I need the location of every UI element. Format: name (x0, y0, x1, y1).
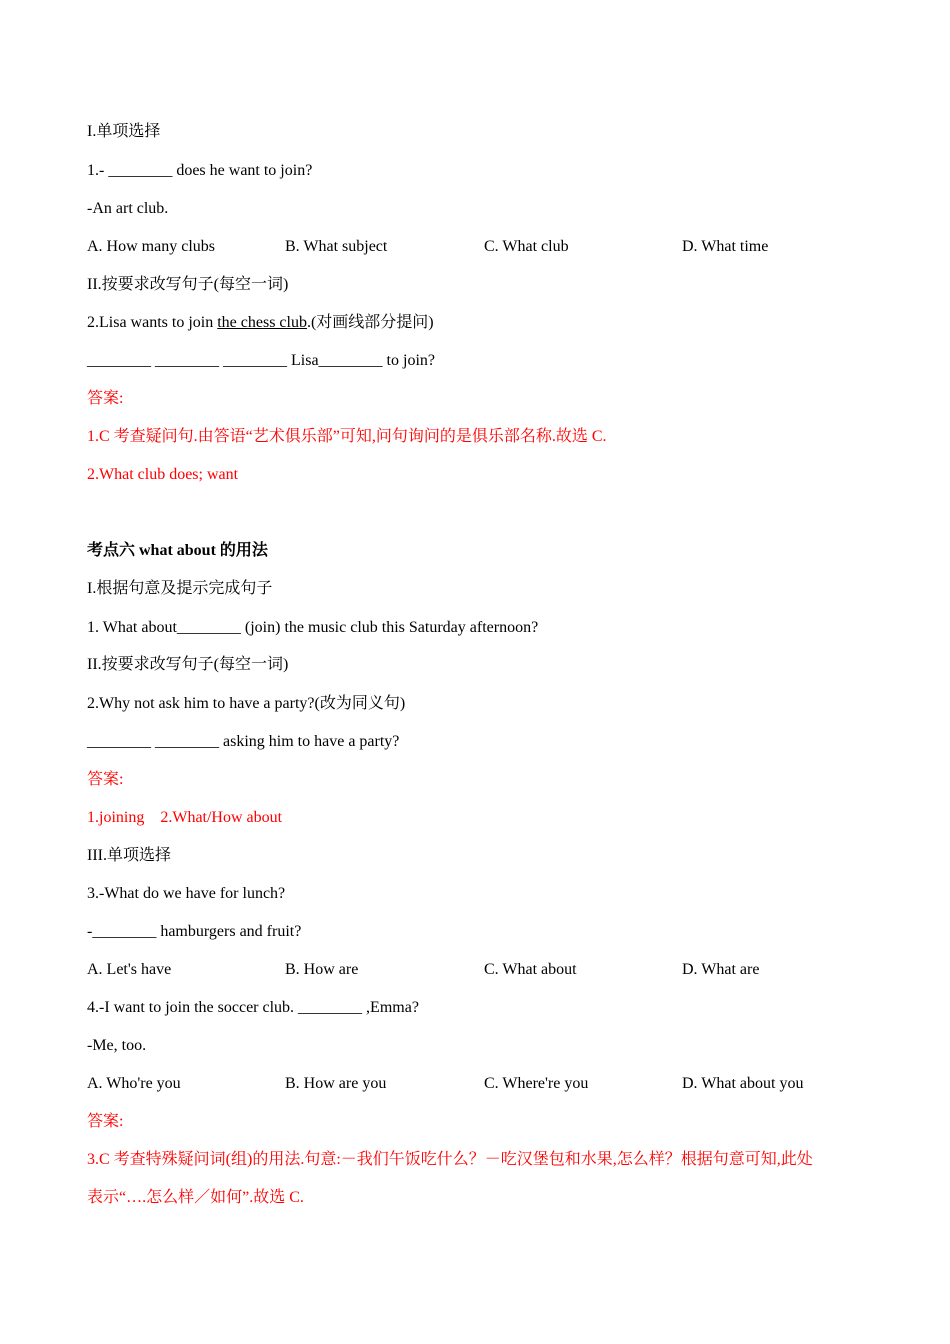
q1-option-a: A. How many clubs (87, 238, 215, 255)
q3-option-c: C. What about (484, 961, 577, 978)
q1-option-d: D. What time (682, 238, 769, 255)
q1-option-b: B. What subject (285, 238, 388, 255)
q4-option-a: A. Who're you (87, 1075, 181, 1092)
answer-2: 2.What club does; want (87, 466, 239, 483)
q4-option-d: D. What about you (682, 1075, 804, 1092)
s2-question-1: 1. What about________ (join) the music club this Saturday afternoon? (87, 619, 539, 636)
s2-heading-rewrite: II.按要求改写句子(每空一词) (87, 656, 289, 673)
q3-answer-line: -________ hamburgers and fruit? (87, 923, 302, 940)
question-1-answer-line: -An art club. (87, 200, 169, 217)
s2-question-2-stem: 2.Why not ask him to have a party?(改为同义句) (87, 695, 406, 712)
q2-underlined-phrase: the chess club (217, 314, 307, 331)
q3-stem: 3.-What do we have for lunch? (87, 885, 286, 902)
question-2-blanks: ________ ________ ________ Lisa________ to join? (87, 352, 435, 369)
answer-3-line-1: 3.C 考查特殊疑问词(组)的用法.句意:－我们午饭吃什么？－吃汉堡包和水果,怎么样？根据句意可知,此处 (87, 1151, 813, 1168)
s2-answer-label: 答案: (87, 771, 124, 788)
q3-option-a: A. Let's have (87, 961, 172, 978)
q4-option-b: B. How are you (285, 1075, 387, 1092)
heading-complete-sentences: I.根据句意及提示完成句子 (87, 580, 273, 597)
q3-option-b: B. How are (285, 961, 359, 978)
s2-answer: 1.joining 2.What/How about (87, 809, 283, 826)
heading-rewrite: II.按要求改写句子(每空一词) (87, 276, 289, 293)
s2-question-2-blanks: ________ ________ asking him to have a party? (87, 733, 400, 750)
s2-answer-label-2: 答案: (87, 1113, 124, 1130)
question-1-stem: 1.- ________ does he want to join? (87, 162, 313, 179)
q4-stem: 4.-I want to join the soccer club. ________ ,Emma? (87, 999, 419, 1016)
section-title: 考点六 what about 的用法 (87, 542, 268, 559)
q4-answer-line: -Me, too. (87, 1037, 147, 1054)
answer-1: 1.C 考查疑问句.由答语“艺术俱乐部”可知,问句询问的是俱乐部名称.故选 C. (87, 428, 607, 445)
answer-3-line-2: 表示“….怎么样／如何”.故选 C. (87, 1189, 304, 1206)
s2-heading-single-choice: III.单项选择 (87, 847, 171, 864)
q2-stem-post: .(对画线部分提问) (306, 314, 434, 331)
q4-option-c: C. Where're you (484, 1075, 589, 1092)
q1-option-c: C. What club (484, 238, 569, 255)
question-2-stem (87, 312, 434, 334)
q2-stem-pre: 2.Lisa wants to join (87, 314, 218, 331)
heading-single-choice: I.单项选择 (87, 123, 161, 140)
answer-label-1: 答案: (87, 390, 124, 407)
q3-option-d: D. What are (682, 961, 760, 978)
